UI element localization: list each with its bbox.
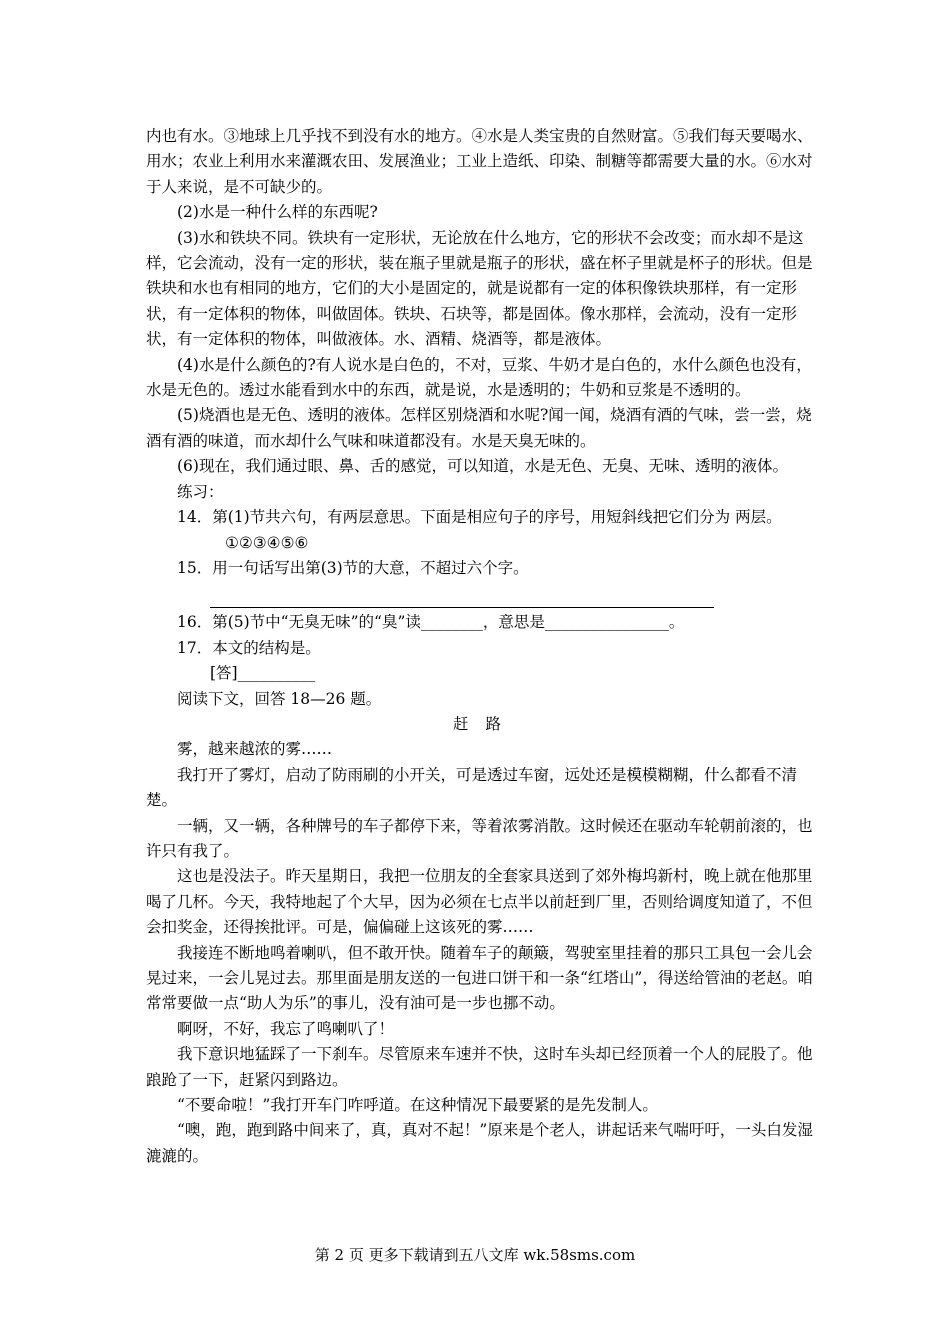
story-paragraph: “噢，跑，跑到路中间来了，真，真对不起！”原来是个老人，讲起话来气喘吁吁，一头白发湿漉漉的。 [146, 1121, 813, 1165]
paragraph-2: (2)水是一种什么样的东西呢? [177, 203, 378, 222]
paragraph-6: (6)现在，我们通过眼、鼻、舌的感觉，可以知道，水是无色、无臭、无味、透明的液体。 [177, 457, 788, 476]
paragraph-3: (3)水和铁块不同。铁块有一定形状，无论放在什么地方，它的形状不会改变；而水却不是这样，它会流动，没有一定的形状，装在瓶子里就是瓶子的形状，盛在杯子里就是杯子的形状。但是铁块和水也有相同的地方，它们的大小是固定的，就是说都有一定的体积像铁块那样，有一定形状，有一定体积的物体，叫做固体。铁块、石块等，都是固体。像水那样，会流动，没有一定形状，有一定体积的物体，叫做液体。水、酒精、烧酒等，都是液体。 [146, 228, 813, 349]
page-content [146, 124, 814, 1169]
question-14-numbers: ①②③④⑤⑥ [225, 533, 309, 552]
page-footer: 第 2 页 更多下载请到五八文库 wk.58sms.com [314, 1246, 636, 1264]
question-17-answer: [答]__________ [210, 664, 316, 683]
paragraph-1-end: 内也有水。③地球上几乎找不到没有水的地方。④水是人类宝贵的自然财富。⑤我们每天要喝水、用水；农业上利用水来灌溉农田、发展渔业；工业上造纸、印染、制糖等都需要大量的水。⑥水对于人来说，是不可缺少的。 [146, 127, 813, 196]
question-16: 16．第(5)节中“无臭无味”的“臭”读________，意思是________________。 [177, 613, 685, 632]
reading-instruction: 阅读下文，回答 18—26 题。 [177, 689, 382, 708]
paragraph-4: (4)水是什么颜色的?有人说水是白色的，不对，豆浆、牛奶才是白色的，水什么颜色也没有，水是无色的。透过水能看到水中的东西，就是说，水是透明的；牛奶和豆浆是不透明的。 [146, 355, 812, 400]
story-paragraph: 这也是没法子。昨天星期日，我把一位朋友的全套家具送到了郊外梅坞新村，晚上就在他那里喝了几杯。今天，我特地起了个大早，因为必须在七点半以前赶到厂里，否则给调度知道了，不但会扣奖金，还得挨批评。可是，偏偏碰上这该死的雾…… [146, 867, 813, 937]
story-paragraph: 雾，越来越浓的雾…… [177, 740, 333, 759]
story-paragraph: “不要命啦！”我打开车门咋呼道。在这种情况下最要紧的是先发制人。 [177, 1096, 658, 1115]
question-15: 15．用一句话写出第(3)节的大意，不超过六个字。 [177, 558, 529, 577]
story-title: 赶 路 [453, 714, 507, 733]
question-17: 17．本文的结构是。 [177, 638, 321, 657]
story-paragraph: 我接连不断地鸣着喇叭，但不敢开快。随着车子的颠簸，驾驶室里挂着的那只工具包一会儿会晃过来，一会儿晃过去。那里面是朋友送的一包进口饼干和一条“红塔山”，得送给管油的老赵。咱常常要做一点“助人为乐”的事儿，没有油可是一步也挪不动。 [146, 943, 813, 1013]
story-paragraph: 啊呀，不好，我忘了鸣喇叭了！ [177, 1019, 395, 1038]
story-paragraph: 一辆，又一辆，各种牌号的车子都停下来，等着浓雾消散。这时候还在驱动车轮朝前滚的，也许只有我了。 [146, 816, 813, 860]
question-14: 14．第(1)节共六句，有两层意思。下面是相应句子的序号，用短斜线把它们分为 两层。 [177, 508, 782, 527]
exercise-label: 练习： [177, 482, 224, 501]
story-paragraph: 我下意识地猛踩了一下刹车。尽管原来车速并不快，这时车头却已经顶着一个人的屁股了。他踉跄了一下，赶紧闪到路边。 [146, 1045, 813, 1089]
story-paragraph: 我打开了雾灯，启动了防雨刷的小开关，可是透过车窗，远处还是模模糊糊，什么都看不清楚。 [146, 765, 798, 810]
paragraph-5: (5)烧酒也是无色、透明的液体。怎样区别烧酒和水呢?闻一闻，烧酒有酒的气味，尝一尝，烧酒有酒的味道，而水却什么气味和味道都没有。水是天臭无味的。 [146, 406, 812, 450]
answer-blank-line [210, 587, 714, 608]
